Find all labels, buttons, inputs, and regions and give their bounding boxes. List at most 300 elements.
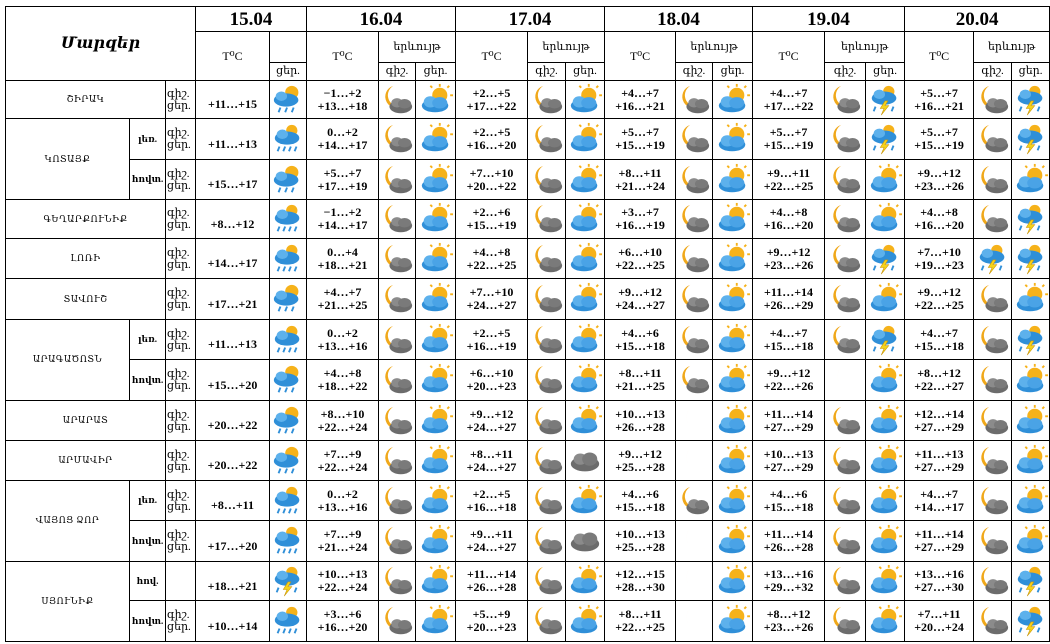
temp-cell: +5…+7 +15…+19: [605, 119, 676, 160]
temp-cell: +8…+11 +21…+25: [605, 360, 676, 401]
moon-cloud-icon: [380, 604, 414, 638]
temp-cell: +4…+6 +15…+18: [605, 480, 676, 521]
sun-cloud-icon: [1014, 363, 1048, 397]
temp-cell: +5…+9 +20…+23: [456, 601, 528, 642]
sun-cloud-icon: [419, 404, 453, 438]
temp-cell: +4…+7 +16…+21: [605, 80, 676, 118]
storm-icon: [868, 323, 902, 357]
moon-cloud-icon: [380, 404, 414, 438]
temp-cell: +11…+14 +26…+29: [753, 279, 825, 320]
sun-cloud-icon: [868, 564, 902, 598]
moon-cloud-icon: [828, 484, 862, 518]
region-name: ԳԵՂԱՐՔՈՒՆԻՔ: [6, 200, 166, 238]
phenomenon-cell: [528, 279, 566, 320]
subregion-label: հով.: [130, 561, 166, 600]
temp-cell: 0…+2 +13…+16: [307, 319, 379, 360]
phenomenon-cell: [676, 319, 713, 360]
temp-cell: +13…+16 +29…+32: [753, 561, 825, 600]
moon-cloud-icon: [828, 524, 862, 558]
temp-cell: 0…+2 +13…+16: [307, 480, 379, 521]
moon-cloud-icon: [976, 163, 1010, 197]
temp-cell: +8…+11 +22…+25: [605, 601, 676, 642]
phenomenon-cell: [974, 561, 1012, 600]
storm-icon: [976, 242, 1010, 276]
phenomenon-cell: [270, 441, 307, 480]
phenomenon-cell: [676, 279, 713, 320]
phenomenon-cell: [866, 159, 905, 200]
moon-cloud-icon: [380, 282, 414, 316]
phenomenon-cell: [416, 521, 456, 562]
phenomenon-cell: [866, 521, 905, 562]
sun-cloud-icon: [419, 524, 453, 558]
sun-cloud-icon: [1014, 404, 1048, 438]
sun-cloud-icon: [716, 163, 750, 197]
phenomenon-cell: [416, 159, 456, 200]
storm-icon: [1014, 564, 1048, 598]
sun-cloud-icon: [568, 604, 602, 638]
phenomenon-cell: [270, 200, 307, 238]
temp-15: +10…+14: [196, 601, 270, 642]
temp-cell: +11…+14 +27…+29: [753, 400, 825, 441]
phenomenon-cell: [416, 279, 456, 320]
regions-header: Մարզեր: [6, 7, 196, 81]
temp-cell: +7…+9 +21…+24: [307, 521, 379, 562]
phenomenon-cell: [566, 521, 605, 562]
day-subheader: ցեր.: [566, 62, 605, 80]
cloud-icon: [568, 524, 602, 558]
night-subheader: գիշ.: [528, 62, 566, 80]
table-row: [6, 119, 1050, 160]
table-row: [6, 521, 1050, 562]
phenomenon-cell: [713, 601, 753, 642]
date-header-0: 15.04: [196, 7, 307, 32]
sun-cloud-rain-icon: [271, 163, 305, 197]
storm-icon: [868, 122, 902, 156]
region-name: ԱՐԱԳԱԾՈՏՆ: [6, 319, 130, 400]
temp-cell: +4…+6 +15…+18: [753, 480, 825, 521]
phenomenon-cell: [416, 200, 456, 238]
moon-cloud-icon: [530, 363, 564, 397]
temp-cell: +12…+14 +27…+29: [905, 400, 974, 441]
temp-15: +8…+12: [196, 200, 270, 238]
moon-cloud-icon: [828, 282, 862, 316]
phenomenon-cell: [1012, 319, 1050, 360]
phenomenon-cell: [825, 360, 866, 401]
temp-header: T⁰C: [605, 32, 676, 81]
phenomenon-cell: [1012, 159, 1050, 200]
phenomenon-cell: [676, 521, 713, 562]
moon-cloud-icon: [380, 524, 414, 558]
phenomenon-cell: [676, 360, 713, 401]
temp-cell: +6…+10 +20…+23: [456, 360, 528, 401]
temp-cell: +4…+8 +18…+22: [307, 360, 379, 401]
phenomenon-cell: [270, 159, 307, 200]
phenomenon-cell: [825, 238, 866, 279]
temp-cell: +10…+13 +22…+24: [307, 561, 379, 600]
day-night-labels: գիշ. ցեր.: [166, 360, 196, 401]
temp-cell: +9…+11 +22…+25: [753, 159, 825, 200]
date-header-3: 18.04: [605, 7, 753, 32]
temp-cell: +10…+13 +25…+28: [605, 521, 676, 562]
moon-cloud-icon: [530, 83, 564, 117]
sun-cloud-icon: [568, 323, 602, 357]
moon-cloud-icon: [677, 83, 711, 117]
phenomenon-cell: [379, 400, 416, 441]
phenomenon-cell: [974, 119, 1012, 160]
phenomenon-cell: [566, 159, 605, 200]
sun-cloud-icon: [868, 282, 902, 316]
temp-cell: +4…+7 +17…+22: [753, 80, 825, 118]
moon-cloud-icon: [828, 564, 862, 598]
sun-cloud-icon: [716, 564, 750, 598]
night-subheader: գիշ.: [974, 62, 1012, 80]
phenomenon-cell: [416, 601, 456, 642]
phenomenon-cell: [825, 601, 866, 642]
rain-icon: [271, 484, 305, 518]
day-night-labels: գիշ. ցեր.: [166, 279, 196, 320]
sun-cloud-icon: [419, 202, 453, 236]
temp-cell: +8…+12 +22…+27: [905, 360, 974, 401]
phenomenon-cell: [270, 561, 307, 600]
phenomenon-cell: [866, 400, 905, 441]
moon-cloud-icon: [380, 323, 414, 357]
phenomenon-cell: [416, 319, 456, 360]
temp-cell: +4…+8 +16…+20: [905, 200, 974, 238]
storm-icon: [1014, 122, 1048, 156]
temp-cell: +11…+14 +26…+28: [753, 521, 825, 562]
day-subheader: ցեր.: [713, 62, 753, 80]
sun-cloud-rain-icon: [271, 282, 305, 316]
temp-cell: +5…+7 +15…+19: [905, 119, 974, 160]
region-name: ՍՅՈՒՆԻՔ: [6, 561, 130, 641]
phenomenon-cell: [416, 561, 456, 600]
sun-cloud-icon: [716, 363, 750, 397]
temp-cell: +2…+5 +16…+19: [456, 319, 528, 360]
temp-header: T⁰C: [456, 32, 528, 81]
moon-cloud-icon: [828, 202, 862, 236]
moon-cloud-icon: [380, 484, 414, 518]
sun-cloud-icon: [419, 604, 453, 638]
phenomenon-cell: [974, 400, 1012, 441]
temp-header: T⁰C: [196, 32, 270, 81]
day-night-labels: գիշ. ցեր.: [166, 601, 196, 642]
table-row: [6, 601, 1050, 642]
phenomenon-cell: [528, 159, 566, 200]
phenomenon-cell: [713, 200, 753, 238]
moon-cloud-icon: [976, 444, 1010, 478]
storm-icon: [1014, 323, 1048, 357]
sun-cloud-icon: [868, 363, 902, 397]
region-name: ՏԱՎՈՒՇ: [6, 279, 166, 320]
phenomenon-cell: [379, 480, 416, 521]
table-row: [6, 561, 1050, 600]
phenomenon-cell: [566, 601, 605, 642]
day-night-labels: [166, 561, 196, 600]
night-subheader: գիշ.: [825, 62, 866, 80]
phenomenon-cell: [974, 159, 1012, 200]
sun-cloud-icon: [868, 484, 902, 518]
phenomenon-cell: [528, 80, 566, 118]
table-row: [6, 319, 1050, 360]
sun-cloud-icon: [716, 524, 750, 558]
moon-cloud-icon: [530, 122, 564, 156]
sun-cloud-icon: [716, 604, 750, 638]
moon-cloud-icon: [677, 163, 711, 197]
moon-icon: [677, 444, 711, 478]
storm-icon: [868, 83, 902, 117]
temp-header: T⁰C: [307, 32, 379, 81]
phenomenon-cell: [566, 119, 605, 160]
sun-cloud-icon: [419, 363, 453, 397]
phenomenon-cell: [713, 80, 753, 118]
phenomenon-cell: [676, 159, 713, 200]
date-header-1: 16.04: [307, 7, 456, 32]
moon-cloud-icon: [530, 484, 564, 518]
moon-cloud-icon: [976, 202, 1010, 236]
temp-cell: +11…+14 +27…+29: [905, 521, 974, 562]
temp-cell: +9…+12 +22…+26: [753, 360, 825, 401]
moon-cloud-icon: [380, 363, 414, 397]
sun-cloud-icon: [419, 564, 453, 598]
table-row: [6, 441, 1050, 480]
phenomenon-cell: [416, 238, 456, 279]
phenomenon-cell: [379, 561, 416, 600]
phenomenon-cell: [528, 360, 566, 401]
phenomenon-cell: [713, 480, 753, 521]
temp-cell: +8…+11 +24…+27: [456, 441, 528, 480]
temp-cell: +5…+7 +16…+21: [905, 80, 974, 118]
moon-cloud-icon: [828, 604, 862, 638]
moon-cloud-icon: [530, 444, 564, 478]
phenomenon-cell: [825, 400, 866, 441]
sun-cloud-icon: [419, 83, 453, 117]
sun-cloud-icon: [716, 282, 750, 316]
cloud-icon: [568, 444, 602, 478]
phenomenon-cell: [566, 319, 605, 360]
temp-cell: +11…+13 +27…+29: [905, 441, 974, 480]
temp-cell: +4…+8 +22…+25: [456, 238, 528, 279]
phenomenon-cell: [676, 561, 713, 600]
table-row: [6, 238, 1050, 279]
phenomenon-cell: [566, 80, 605, 118]
moon-cloud-icon: [976, 484, 1010, 518]
temp-15: +20…+22: [196, 441, 270, 480]
sun-cloud-icon: [868, 444, 902, 478]
moon-cloud-icon: [976, 282, 1010, 316]
region-name: ԱՐԱՐԱՏ: [6, 400, 166, 441]
sun-cloud-icon: [1014, 484, 1048, 518]
moon-icon: [677, 404, 711, 438]
phenomenon-cell: [1012, 119, 1050, 160]
phenomenon-cell: [825, 480, 866, 521]
moon-icon: [677, 604, 711, 638]
date-header-5: 20.04: [905, 7, 1050, 32]
temp-15: +15…+17: [196, 159, 270, 200]
sun-cloud-icon: [568, 484, 602, 518]
phenomenon-cell: [974, 521, 1012, 562]
temp-15: +11…+13: [196, 119, 270, 160]
phenomenon-cell: [676, 480, 713, 521]
phenomenon-cell: [379, 441, 416, 480]
temp-cell: +9…+12 +25…+28: [605, 441, 676, 480]
phenomenon-cell: [566, 480, 605, 521]
temp-cell: +4…+6 +15…+18: [605, 319, 676, 360]
sun-cloud-icon: [568, 242, 602, 276]
forecast-table: [5, 6, 1050, 642]
phenomenon-cell: [379, 80, 416, 118]
rain-icon: [271, 323, 305, 357]
temp-cell: +4…+7 +15…+18: [905, 319, 974, 360]
day-night-labels: գիշ. ցեր.: [166, 80, 196, 118]
temp-cell: +10…+13 +26…+28: [605, 400, 676, 441]
phenomenon-cell: [379, 279, 416, 320]
phenomenon-header: երևույթ: [528, 32, 605, 62]
temp-15: +11…+15: [196, 80, 270, 118]
day-night-labels: գիշ. ցեր.: [166, 238, 196, 279]
sun-cloud-icon: [1014, 524, 1048, 558]
moon-cloud-icon: [677, 282, 711, 316]
storm-icon: [271, 564, 305, 598]
phenomenon-cell: [270, 80, 307, 118]
phenomenon-cell: [1012, 561, 1050, 600]
phenomenon-cell: [713, 400, 753, 441]
sun-cloud-icon: [419, 484, 453, 518]
moon-cloud-icon: [677, 363, 711, 397]
rain-icon: [271, 604, 305, 638]
table-row: [6, 159, 1050, 200]
phenomenon-cell: [676, 238, 713, 279]
sun-cloud-icon: [419, 444, 453, 478]
phenomenon-cell: [825, 80, 866, 118]
phenomenon-cell: [974, 360, 1012, 401]
subregion-label: հովտ.: [130, 601, 166, 642]
rain-icon: [271, 242, 305, 276]
temp-cell: +8…+12 +23…+26: [753, 601, 825, 642]
moon-cloud-icon: [380, 564, 414, 598]
phenomenon-cell: [379, 119, 416, 160]
phenomenon-cell: [825, 441, 866, 480]
temp-cell: −1…+2 +13…+18: [307, 80, 379, 118]
phenomenon-cell: [270, 119, 307, 160]
temp-15: +18…+21: [196, 561, 270, 600]
sun-cloud-icon: [716, 242, 750, 276]
phenomenon-cell: [379, 601, 416, 642]
phenomenon-cell: [713, 119, 753, 160]
moon-cloud-icon: [828, 404, 862, 438]
phenomenon-cell: [713, 521, 753, 562]
temp-cell: +9…+12 +24…+27: [605, 279, 676, 320]
moon-cloud-icon: [976, 564, 1010, 598]
phenomenon-header: երևույթ: [974, 32, 1050, 62]
phenomenon-cell: [270, 400, 307, 441]
sun-cloud-icon: [568, 202, 602, 236]
phenomenon-cell: [379, 200, 416, 238]
temp-cell: +9…+12 +23…+26: [753, 238, 825, 279]
phenomenon-cell: [566, 360, 605, 401]
phenomenon-cell: [270, 480, 307, 521]
day-subheader: ցեր.: [866, 62, 905, 80]
table-row: [6, 80, 1050, 118]
moon-cloud-icon: [530, 323, 564, 357]
sun-cloud-icon: [1014, 444, 1048, 478]
phenomenon-cell: [713, 360, 753, 401]
sun-cloud-icon: [716, 202, 750, 236]
phenomenon-cell: [676, 601, 713, 642]
day-night-labels: գիշ. ցեր.: [166, 200, 196, 238]
temp-cell: 0…+4 +18…+21: [307, 238, 379, 279]
moon-cloud-icon: [380, 242, 414, 276]
moon-cloud-icon: [530, 564, 564, 598]
rain-icon: [271, 524, 305, 558]
moon-cloud-icon: [530, 524, 564, 558]
phenomenon-cell: [528, 441, 566, 480]
sun-cloud-icon: [716, 83, 750, 117]
temp-cell: +7…+11 +20…+24: [905, 601, 974, 642]
phenomenon-cell: [713, 441, 753, 480]
table-row: [6, 480, 1050, 521]
phenomenon-cell: [1012, 279, 1050, 320]
phenomenon-cell: [866, 480, 905, 521]
date-header-4: 19.04: [753, 7, 905, 32]
temp-cell: +7…+9 +22…+24: [307, 441, 379, 480]
phenomenon-cell: [566, 279, 605, 320]
moon-cloud-icon: [380, 122, 414, 156]
sun-cloud-icon: [568, 363, 602, 397]
sun-cloud-icon: [868, 604, 902, 638]
phenomenon-cell: [416, 80, 456, 118]
phenomenon-cell: [528, 400, 566, 441]
sun-cloud-rain-icon: [271, 363, 305, 397]
phenomenon-cell: [528, 521, 566, 562]
phenomenon-cell: [866, 441, 905, 480]
moon-cloud-icon: [828, 444, 862, 478]
sun-cloud-icon: [1014, 163, 1048, 197]
storm-icon: [868, 242, 902, 276]
table-row: [6, 200, 1050, 238]
phenomenon-cell: [866, 279, 905, 320]
phenomenon-cell: [270, 319, 307, 360]
phenomenon-header: երևույթ: [379, 32, 456, 62]
phenomenon-cell: [270, 601, 307, 642]
sun-cloud-icon: [868, 163, 902, 197]
sun-cloud-icon: [568, 564, 602, 598]
sun-cloud-icon: [568, 83, 602, 117]
storm-icon: [1014, 83, 1048, 117]
phenomenon-cell: [1012, 400, 1050, 441]
phenomenon-cell: [528, 480, 566, 521]
phenomenon-header: երևույթ: [676, 32, 753, 62]
phenomenon-cell: [270, 521, 307, 562]
moon-cloud-icon: [530, 604, 564, 638]
moon-cloud-icon: [976, 404, 1010, 438]
subregion-label: հովտ.: [130, 360, 166, 401]
temp-cell: +10…+13 +27…+29: [753, 441, 825, 480]
phenomenon-cell: [1012, 360, 1050, 401]
phenomenon-cell: [416, 400, 456, 441]
phenomenon-cell: [866, 601, 905, 642]
day-night-labels: գիշ. ցեր.: [166, 521, 196, 562]
phenomenon-cell: [270, 238, 307, 279]
moon-cloud-icon: [976, 524, 1010, 558]
moon-cloud-icon: [828, 83, 862, 117]
sun-cloud-icon: [716, 404, 750, 438]
phenomenon-cell: [528, 561, 566, 600]
table-row: [6, 360, 1050, 401]
phenomenon-cell: [270, 279, 307, 320]
temp-15: +11…+13: [196, 319, 270, 360]
phenomenon-cell: [974, 200, 1012, 238]
phenomenon-cell: [1012, 521, 1050, 562]
